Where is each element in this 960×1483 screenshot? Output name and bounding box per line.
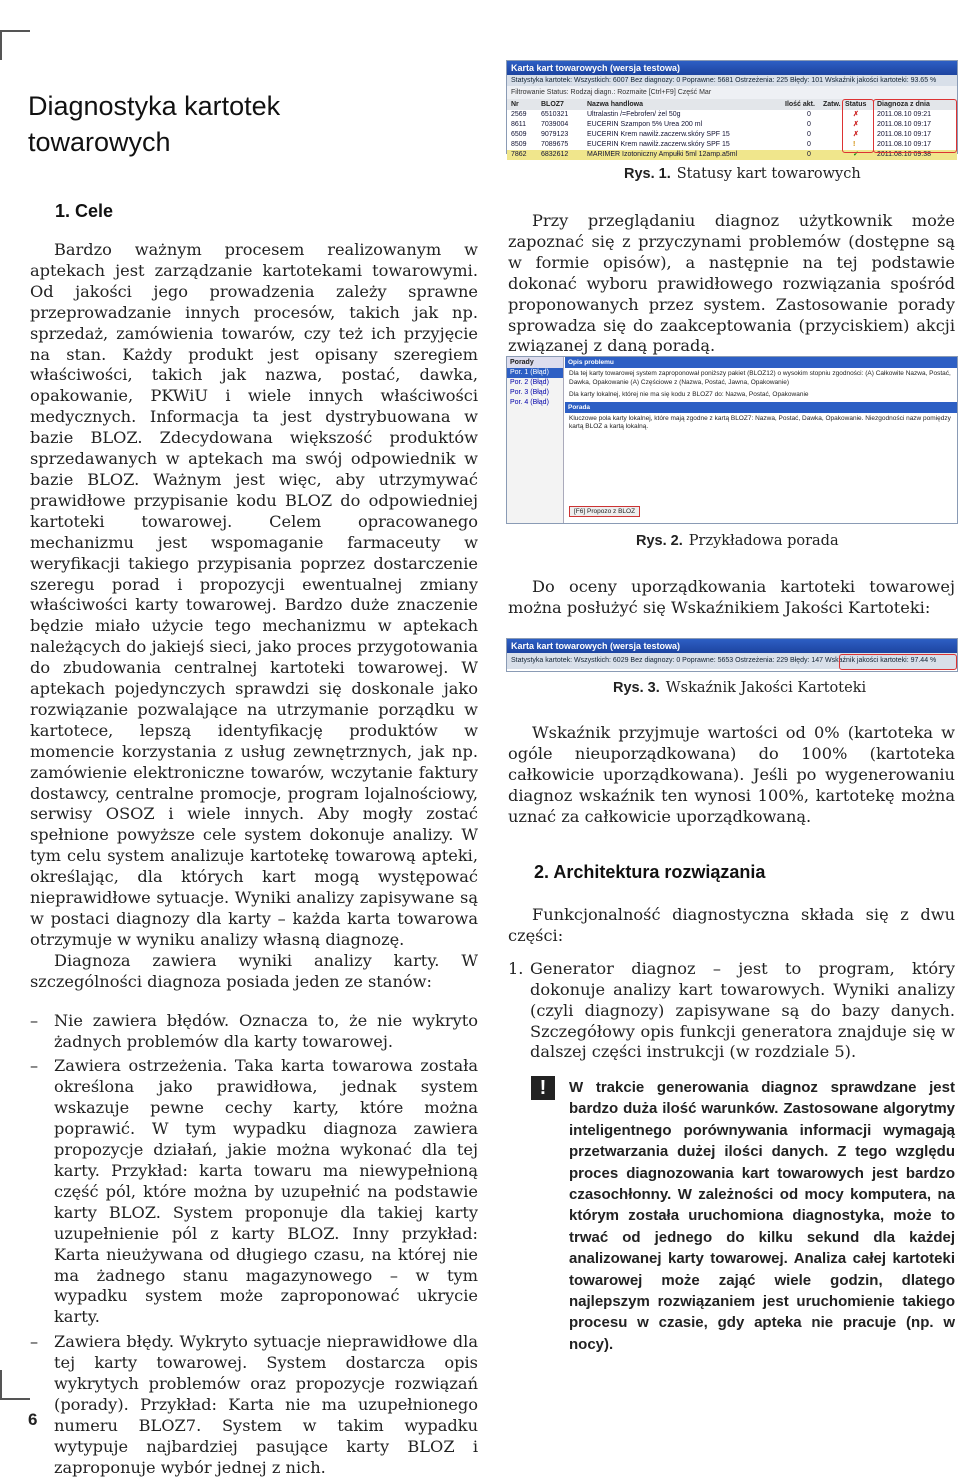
propose-button[interactable]: [F6] Propozo z BLOZ [569,506,640,517]
table-cell: 2011.08.10 09:21 [877,111,931,118]
porada-header: Porada [565,402,957,413]
paragraph: Przy przeglądaniu diagnoz użytkownik może zapoznać się z przyczynami problemów (dostępne są w formie opisów), a następnie na tej podstawie dokonać wyboru prawidłowego rozwiązania spośród proponowanych przez system. Zastosowanie porady sprowadza się do zaakceptowania (przyciskiem) akcji związanej z daną poradą. [508,211,955,356]
figure-2-screenshot [506,356,958,524]
figure-label: Rys. 3. [613,680,660,696]
filter-bar: Filtrowanie Status: Rodzaj diagn.: Rozmaite [Ctrl+F9] Część Mar [507,86,957,99]
status-icon: ✗ [853,121,859,128]
figure-caption-text: Statusy kart towarowych [676,166,861,182]
table-cell: 2011.08.10 09:17 [877,141,931,148]
table-cell: 0 [807,131,811,138]
figure-1-screenshot [506,60,958,158]
paragraph-cele: Bardzo ważnym procesem realizowanym w aptekach jest zarządzanie kartotekami towarowymi. Od jakości jego prowadzenia zależy sprawne przeprowadzanie innych procesów, takich jak np. sprzedaż, zamówienia towarów, czy też ich przyjęcie na stan. Każdy produkt jest opisany szeregiem właściwości, takich jak nazwa, postać, dawka, opakowanie, PKWiU i wiele innych właściwości medycznych. Informacja ta jest dystrybuowana w bazie BLOZ. Zdecydowana większość produktów sprzedawanych w aptekach ma swój odpowiednik w bazie BLOZ. Ważnym jest więc, aby utrzymywać prawidłowe przypisanie kodu BLOZ do odpowiedniej kartoteki towarowej. Celem opracowanego mechanizmu jest wspomaganie farmaceuty w weryfikacji takiego przypisania poprzez dostarczenie szeregu porad i propozycji ewentualnej zmiany właściwości karty towarowej. Bardzo duże znaczenie będzie miało użycie tego mechanizmu w aptekach należących do jakiejś sieci, jako proces przygotowania do zbudowania centralnej kartoteki towarowej. W aptekach pojedynczych sprawdzi się doskonale jako rozwiązanie pozwalające na utrzymanie porządku w kartotece, lepszą identyfikację produktów w momencie korzystania z usług zewnętrznych, jak np. zamówienie elektroniczne towarów, wczytanie faktury dostawcy, centralne promocje, program lojalnościowy, serwisy OSOZ i wiele innych. Aby mogły zostać spełnione powyższe cele system dokonuje analizy. W tym celu system analizuje kartotekę towarową apteki, określając, dla których kart mogą występować nieprawidłowe sytuacje. Wyniki analizy zapisywane są w postaci diagnozy dla karty – każda karta towarowa otrzymuje w wyniku analizy własną diagnozę. [30,240,478,949]
status-icon: ! [853,141,856,148]
list-dash: – [30,1010,39,1030]
table-cell: 7862 [511,151,527,158]
table-cell: 8611 [511,121,527,128]
list-number: 1. [508,958,524,978]
figure-3-caption [613,680,866,697]
col-header: Ilość akt. [785,101,815,108]
table-cell: 9079123 [541,131,569,138]
table-cell: 6832612 [541,151,569,158]
table-cell: 2011.08.10 09:38 [877,151,931,158]
crop-mark-top [0,30,2,60]
figure-caption-text: Wskaźnik Jakości Kartoteki [665,680,867,696]
table-cell: 0 [807,121,811,128]
col-header: Zatw. [823,101,841,108]
col-header: Nazwa handlowa [587,101,644,108]
status-icon: ✗ [853,131,859,138]
table-cell: EUCERIN Krem nawilż.zaczerw.skóry SPF 15 [587,131,730,138]
numbered-list [508,959,955,1064]
opis-text-2: Dla karty lokalnej, której nie ma się kodu z BLOZ7 do: Nazwa, Postać, Opakowanie [569,391,809,398]
warning-text: W trakcie generowania diagnoz sprawdzane jest bardzo duża ilość warunków. Zastosowane algorytmy inteligentnego porównywania informacji wymagają przetwarzania dużej ilości danych. Z tego względu proces diagnozowania kart towarowych jest bardzo czasochłonny. W zależności od mocy komputera, na którym została uruchomiona diagnostyka, może to trwać od jednego do kilku sekund dla każdej analizowanej karty towarowej. Analiza całej kartoteki towarowej może zająć wiele godzin, dlatego najlepszym rozwiązaniem jest uruchomienie takiego procesu w czasie, gdy apteka nie pracuje (np. w nocy). [569,1079,955,1353]
left-column [30,240,478,1483]
table-cell: 0 [807,111,811,118]
porady-list [507,357,564,523]
porada-item[interactable]: Por. 3 (Błąd) [510,389,549,396]
table-cell: 2011.08.10 09:17 [877,121,931,128]
col-header: Status [845,101,867,108]
porada-item[interactable]: Por. 1 (Błąd) [507,368,563,378]
list-dash: – [30,1332,39,1352]
highlight-status [842,99,874,153]
window-title: Karta kart towarowych (wersja testowa) [507,61,957,75]
list-item-text: Zawiera błędy. Wykryto sytuacje nieprawidłowe dla tej karty towarowej. System dostarcza opis wykrytych problemów oraz propozycje rozwiązań (porady). Przykład: Karta nie ma uzupełnionego numeru BLOZ7. System w takim wypadku wytypuje najbardziej pasujące karty BLOZ i zaproponuje wybór jednej z nich. [54,1332,478,1477]
status-list [30,1011,478,1479]
right-paragraph-2 [508,577,955,619]
warning-icon: ! [531,1076,555,1100]
paragraph: Funkcjonalność diagnostyczna składa się z dwu części: [508,905,955,945]
table-cell: EUCERIN Krem nawilż.zaczerw.skóry SPF 15 [587,141,730,148]
figure-2-caption [636,533,839,550]
table-cell: 0 [807,151,811,158]
col-header: Nr [511,101,519,108]
page-number: 6 [28,1410,38,1429]
col-header: Diagnoza z dnia [877,101,930,108]
table-cell: 8509 [511,141,527,148]
figure-3-screenshot [506,638,958,672]
opis-text: Dla tej karty towarowej system zaproponował poniższy pakiet (BLOZ12) o wysokim stopniu zgodności: (A) Całkowite Nazwa, Postać, Dawka, Opakowanie (A) Częściowe z (Nazwa, Postać, Jawna, Opakowanie) [569,370,951,386]
crop-mark-bottom-h [0,1398,30,1400]
highlight-date [873,99,957,153]
paragraph: Do oceny uporządkowania kartoteki towarowej można posłużyć się Wskaźnikiem Jakości Kartoteki: [508,577,955,617]
list-item [30,1056,478,1328]
table-cell: 7039004 [541,121,569,128]
porada-text: Kluczowe pola karty lokalnej, które mają zgodne z kartą BLOZ7: Nazwa, Postać, Dawka, Opakowanie. Niezgodności nazw pomiędzy kartą BLOZ a kartą lokalną. [569,414,951,430]
table-cell: 2011.08.10 09:17 [877,131,931,138]
stats-bar: Statystyka kartotek: Wszystkich: 6029 Bez diagnozy: 0 Poprawne: 5653 Ostrzeżenia: 229 Błędy: 147 Wskaźnik jakości kartoteki: 97.44 % [507,653,957,669]
stats-bar: Statystyka kartotek: Wszystkich: 6007 Bez diagnozy: 0 Poprawne: 5681 Ostrzeżenia: 225 Błędy: 101 Wskaźnik jakości kartoteki: 93.65 % [507,75,957,86]
section-heading-cele: 1. Cele [55,201,114,221]
table-cell: MARIMER Izotoniczny Ampułki 5ml 12amp.a5ml [587,151,738,158]
right-paragraph-1 [508,211,955,357]
list-item-text: Nie zawiera błędów. Oznacza to, że nie wykryto żadnych problemów dla karty towarowej. [54,1010,478,1051]
crop-mark-bottom [0,1370,2,1400]
list-item [30,1011,478,1053]
figure-label: Rys. 1. [624,166,671,182]
list-item [30,1332,478,1478]
crop-mark-top-h [0,30,30,32]
status-icon: ✓ [853,151,859,158]
opis-header: Opis problemu [565,357,957,368]
figure-1-caption [624,166,861,183]
list-item [508,959,955,1064]
highlight-wskaznik [839,654,957,670]
section-heading-architektura: 2. Architektura rozwiązania [534,862,766,882]
col-header: BLOZ7 [541,101,564,108]
list-item-text: Zawiera ostrzeżenia. Taka karta towarowa została określona jako prawidłowa, jednak system wskazuje pewne cechy karty, które można poprawić. W tym wypadku diagnoza zawiera propozycje działań, jakie można wykonać dla tej karty. Przykład: karta towaru ma niewypełnioną część pól, które można by uzupełnić na podstawie karty BLOZ. System proponuje dla takiej karty uzupełnienie pól z karty BLOZ. Inny przykład: Karta nieużywana od długiego czasu, na której nie ma żadnego stanu magazynowego – w tym wypadku system może zaproponować ukrycie karty. [54,1056,478,1327]
table-cell: Ultralastin /=Febrofen/ żel 50g [587,111,681,118]
page-title: Diagnostyka kartotek towarowych [28,91,281,157]
porada-detail [565,357,957,523]
porada-item[interactable]: Por. 4 (Błąd) [510,399,549,406]
right-paragraph-4 [508,905,955,1063]
table-cell: 6509 [511,131,527,138]
table-cell: 6510321 [541,111,569,118]
table-cell: EUCERIN Szampon 5% Urea 200 ml [587,121,703,128]
paragraph: Wskaźnik przyjmuje wartości od 0% (kartoteka w ogóle nieuporządkowana) do 100% (kartoteka całkowicie uporządkowana). Jeśli po wygenerowaniu diagnoz wskaźnik ten wynosi 100%, kartotekę można uznać za całkowicie uporządkowaną. [508,723,955,826]
status-icon: ✗ [853,111,859,118]
list-item-text: Generator diagnoz – jest to program, który dokonuje analizy kart towarowych. Wyniki analizy (czyli diagnozy) zapisywane są do bazy danych. Szczegółowy opis funkcji generatora znajduje się w dalszej części instrukcji (w rozdziale 5). [530,958,955,1062]
right-paragraph-3 [508,723,955,828]
table-cell: 0 [807,141,811,148]
table-cell: 2569 [511,111,527,118]
paragraph-diagnoza: Diagnoza zawiera wyniki analizy karty. W szczególności diagnoza posiada jeden ze stanów: [30,950,478,991]
window-title: Karta kart towarowych (wersja testowa) [507,639,957,653]
figure-caption-text: Przykładowa porada [688,533,839,549]
porada-item[interactable]: Por. 2 (Błąd) [510,379,549,386]
table-cell: 7089675 [541,141,569,148]
figure-label: Rys. 2. [636,533,683,549]
porady-header: Porady [507,357,563,368]
list-dash: – [30,1056,39,1076]
